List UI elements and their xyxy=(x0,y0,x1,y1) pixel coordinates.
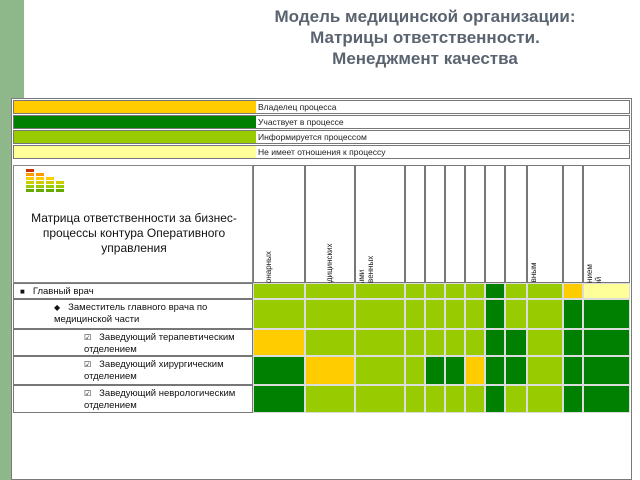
slide-title-line-1: Модель медицинской организации: xyxy=(274,7,576,26)
matrix-cell xyxy=(305,283,355,299)
matrix-cell xyxy=(583,329,630,356)
column-header-10 xyxy=(527,165,563,283)
column-header-5 xyxy=(425,165,445,283)
row-label-text: Главный врач xyxy=(32,286,94,297)
legend-label-informed: Информируется процессом xyxy=(258,132,367,142)
matrix-cell xyxy=(485,329,505,356)
matrix-cell xyxy=(305,385,355,413)
matrix-title-cell xyxy=(13,165,253,283)
matrix-cell xyxy=(355,329,405,356)
matrix-cell xyxy=(405,299,425,329)
column-header-6 xyxy=(445,165,465,283)
matrix-cell xyxy=(485,385,505,413)
matrix-cell xyxy=(527,299,563,329)
matrix-cell xyxy=(305,299,355,329)
matrix-cell xyxy=(583,385,630,413)
column-header-4 xyxy=(405,165,425,283)
legend-swatch-unrelated xyxy=(14,146,256,158)
legend-row-informed xyxy=(13,130,630,144)
matrix-cell xyxy=(305,356,355,385)
column-header-3 xyxy=(355,165,405,283)
matrix-cell xyxy=(355,385,405,413)
matrix-cell xyxy=(527,385,563,413)
matrix-cell xyxy=(505,283,527,299)
matrix-cell xyxy=(505,329,527,356)
legend-swatch-informed xyxy=(14,131,256,143)
matrix-cell xyxy=(583,356,630,385)
row-label-text: Заместитель главного врача по медицинской части xyxy=(54,302,208,325)
matrix-cell xyxy=(445,329,465,356)
legend-label-participant: Участвует в процессе xyxy=(258,117,344,127)
column-header-1 xyxy=(253,165,305,283)
row-label-text: Заведующий неврологическим отделением xyxy=(84,388,236,411)
matrix-cell xyxy=(445,299,465,329)
legend-swatch-owner xyxy=(14,101,256,113)
matrix-cell xyxy=(425,283,445,299)
column-header-12 xyxy=(583,165,630,283)
matrix-cell xyxy=(425,329,445,356)
column-header-2 xyxy=(305,165,355,283)
matrix-cell xyxy=(465,329,485,356)
column-header-9 xyxy=(505,165,527,283)
matrix-cell xyxy=(485,299,505,329)
matrix-cell xyxy=(425,385,445,413)
matrix-cell xyxy=(445,283,465,299)
checkbox-icon: ☑ xyxy=(84,360,92,369)
row-label-1[interactable] xyxy=(13,283,253,299)
legend-row-participant xyxy=(13,115,630,129)
column-header-8 xyxy=(485,165,505,283)
matrix-cell xyxy=(253,329,305,356)
matrix-cell xyxy=(563,385,583,413)
matrix-cell xyxy=(485,283,505,299)
legend-row-owner xyxy=(13,100,630,114)
diamond-bullet-icon: ◆ xyxy=(54,303,61,312)
row-label-text: Заведующий терапевтическим отделением xyxy=(84,332,235,355)
slide-title-line-3: Менеджмент качества xyxy=(332,49,518,68)
matrix-cell xyxy=(465,299,485,329)
matrix-cell xyxy=(563,356,583,385)
matrix-cell xyxy=(355,356,405,385)
bar-chart-logo-icon xyxy=(20,169,70,197)
matrix-cell xyxy=(405,283,425,299)
legend-label-owner: Владелец процесса xyxy=(258,102,337,112)
matrix-cell xyxy=(355,299,405,329)
matrix-cell xyxy=(445,356,465,385)
matrix-cell xyxy=(355,283,405,299)
legend-row-unrelated xyxy=(13,145,630,159)
matrix-cell xyxy=(253,299,305,329)
matrix-cell xyxy=(563,329,583,356)
slide-title xyxy=(215,6,635,69)
row-label-4[interactable] xyxy=(13,356,253,385)
row-label-3[interactable] xyxy=(13,329,253,356)
matrix-cell xyxy=(485,356,505,385)
row-label-5[interactable] xyxy=(13,385,253,413)
checkbox-icon: ☑ xyxy=(84,333,92,342)
matrix-cell xyxy=(253,283,305,299)
matrix-cell xyxy=(253,356,305,385)
matrix-cell xyxy=(425,356,445,385)
row-label-2[interactable] xyxy=(13,299,253,329)
column-header-7 xyxy=(465,165,485,283)
matrix-cell xyxy=(505,385,527,413)
matrix-cell xyxy=(563,299,583,329)
matrix-cell xyxy=(405,356,425,385)
matrix-cell xyxy=(527,329,563,356)
matrix-cell xyxy=(527,283,563,299)
matrix-cell xyxy=(583,283,630,299)
matrix-cell xyxy=(425,299,445,329)
slide-title-line-2: Матрицы ответственности. xyxy=(310,28,540,47)
matrix-cell xyxy=(405,385,425,413)
row-label-text: Заведующий хирургическим отделением xyxy=(84,359,224,382)
legend-swatch-participant xyxy=(14,116,256,128)
matrix-cell xyxy=(527,356,563,385)
matrix-cell xyxy=(253,385,305,413)
square-bullet-icon: ■ xyxy=(20,287,25,296)
matrix-cell xyxy=(305,329,355,356)
matrix-cell xyxy=(465,385,485,413)
legend-label-unrelated: Не имеет отношения к процессу xyxy=(258,147,386,157)
matrix-cell xyxy=(445,385,465,413)
matrix-cell xyxy=(465,356,485,385)
checkbox-icon: ☑ xyxy=(84,389,92,398)
matrix-cell xyxy=(563,283,583,299)
matrix-cell xyxy=(465,283,485,299)
column-header-11 xyxy=(563,165,583,283)
matrix-cell xyxy=(583,299,630,329)
matrix-cell xyxy=(505,356,527,385)
matrix-cell xyxy=(505,299,527,329)
matrix-cell xyxy=(405,329,425,356)
matrix-title: Матрица ответственности за бизнес-процессы контура Оперативного управления xyxy=(31,211,237,255)
